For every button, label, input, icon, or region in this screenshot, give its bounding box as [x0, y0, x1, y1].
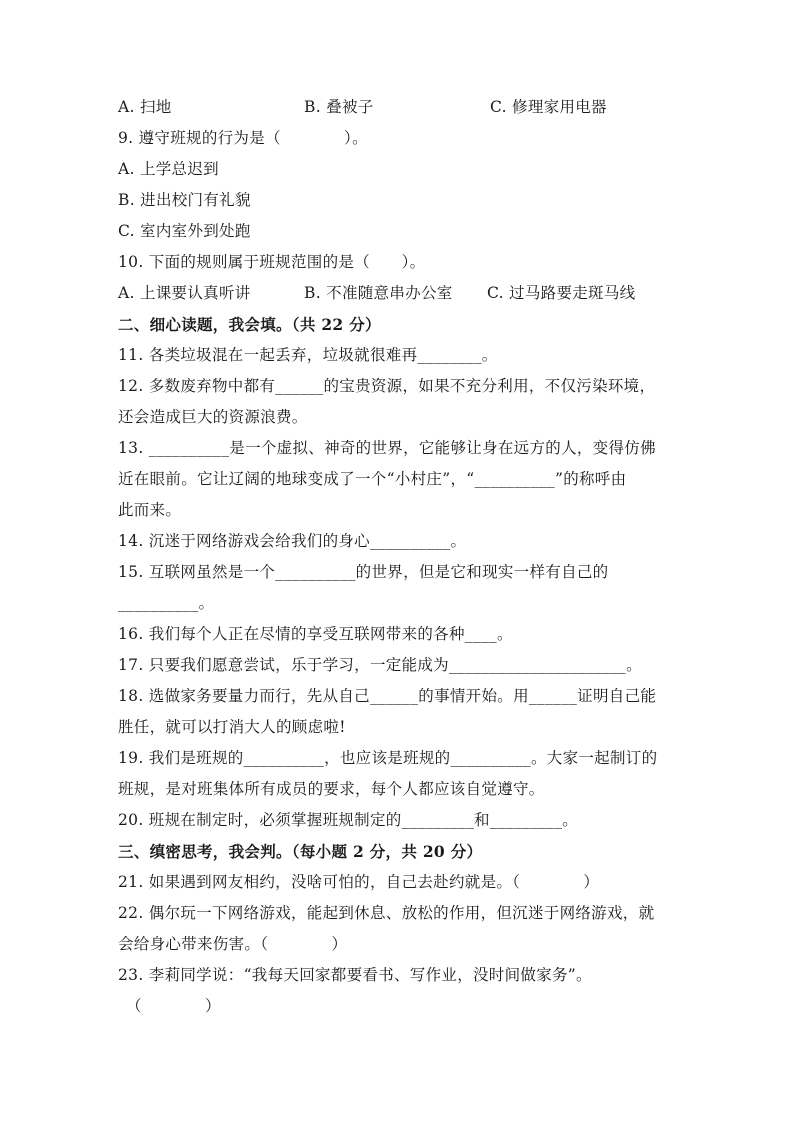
q12-text-cont: 还会造成巨大的资源浪费。	[118, 408, 308, 426]
q15-text-cont: __________。	[118, 594, 215, 612]
q9-stem: 9. 遵守班规的行为是（ ）。	[118, 129, 368, 147]
section-2-title: 二、细心读题，我会填。（共 22 分）	[118, 315, 381, 334]
q11-text: 11. 各类垃圾混在一起丢弃，垃圾就很难再________。	[118, 346, 498, 364]
q19-text-cont: 班规，是对班集体所有成员的要求，每个人都应该自觉遵守。	[118, 780, 545, 798]
q8-option-b: B. 叠被子	[304, 98, 374, 116]
q13-text: 13. __________是一个虚拟、神奇的世界，它能够让身在远方的人，变得仿佛	[118, 439, 656, 457]
q18-text: 18. 选做家务要量力而行，先从自己______的事情开始。用______证明自己能	[118, 687, 657, 705]
q17-text: 17. 只要我们愿意尝试，乐于学习，一定能成为______________________。	[118, 656, 642, 674]
q13-text-cont: 近在眼前。它让辽阔的地球变成了一个“小村庄”，“__________”的称呼由	[118, 470, 627, 488]
q9-option-a: A. 上学总迟到	[118, 160, 219, 178]
q22-text-cont: 会给身心带来伤害。（ ）	[118, 935, 348, 953]
q14-text: 14. 沉迷于网络游戏会给我们的身心__________。	[118, 532, 467, 550]
q18-text-cont: 胜任，就可以打消大人的顾虑啦!	[118, 718, 346, 736]
q20-text: 20. 班规在制定时，必须掌握班规制定的_________和_________。	[118, 811, 579, 829]
q10-options	[118, 278, 678, 309]
q22-text: 22. 偶尔玩一下网络游戏，能起到休息、放松的作用，但沉迷于网络游戏，就	[118, 904, 655, 922]
q23-text: 23. 李莉同学说：“我每天回家都要看书、写作业，没时间做家务”。	[118, 966, 592, 984]
q16-text: 16. 我们每个人正在尽情的享受互联网带来的各种____。	[118, 625, 513, 643]
q12-text: 12. 多数废弃物中都有______的宝贵资源，如果不充分利用，不仅污染环境，	[118, 377, 656, 395]
q19-text: 19. 我们是班规的__________，也应该是班规的__________。大家一起制订的	[118, 749, 658, 767]
q23-answer-paren: （ ）	[126, 997, 221, 1015]
exam-page	[118, 92, 678, 1022]
q13-text-end: 此而来。	[118, 501, 182, 519]
section-3-title: 三、缜密思考，我会判。（每小题 2 分，共 20 分）	[118, 842, 483, 861]
q15-text: 15. 互联网虽然是一个__________的世界，但是它和现实一样有自己的	[118, 563, 609, 581]
q8-options	[118, 92, 678, 123]
q9-option-b: B. 进出校门有礼貌	[118, 191, 251, 209]
q10-option-c: C. 过马路要走斑马线	[487, 284, 636, 302]
q10-option-b: B. 不准随意串办公室	[304, 284, 453, 302]
q8-option-c: C. 修理家用电器	[490, 98, 607, 116]
q8-option-a: A. 扫地	[118, 98, 172, 116]
q21-text: 21. 如果遇到网友相约，没啥可怕的，自己去赴约就是。（ ）	[118, 873, 600, 891]
q10-stem: 10. 下面的规则属于班规范围的是（ ）。	[118, 253, 426, 271]
q9-option-c: C. 室内室外到处跑	[118, 222, 251, 240]
q10-option-a: A. 上课要认真听讲	[118, 284, 251, 302]
